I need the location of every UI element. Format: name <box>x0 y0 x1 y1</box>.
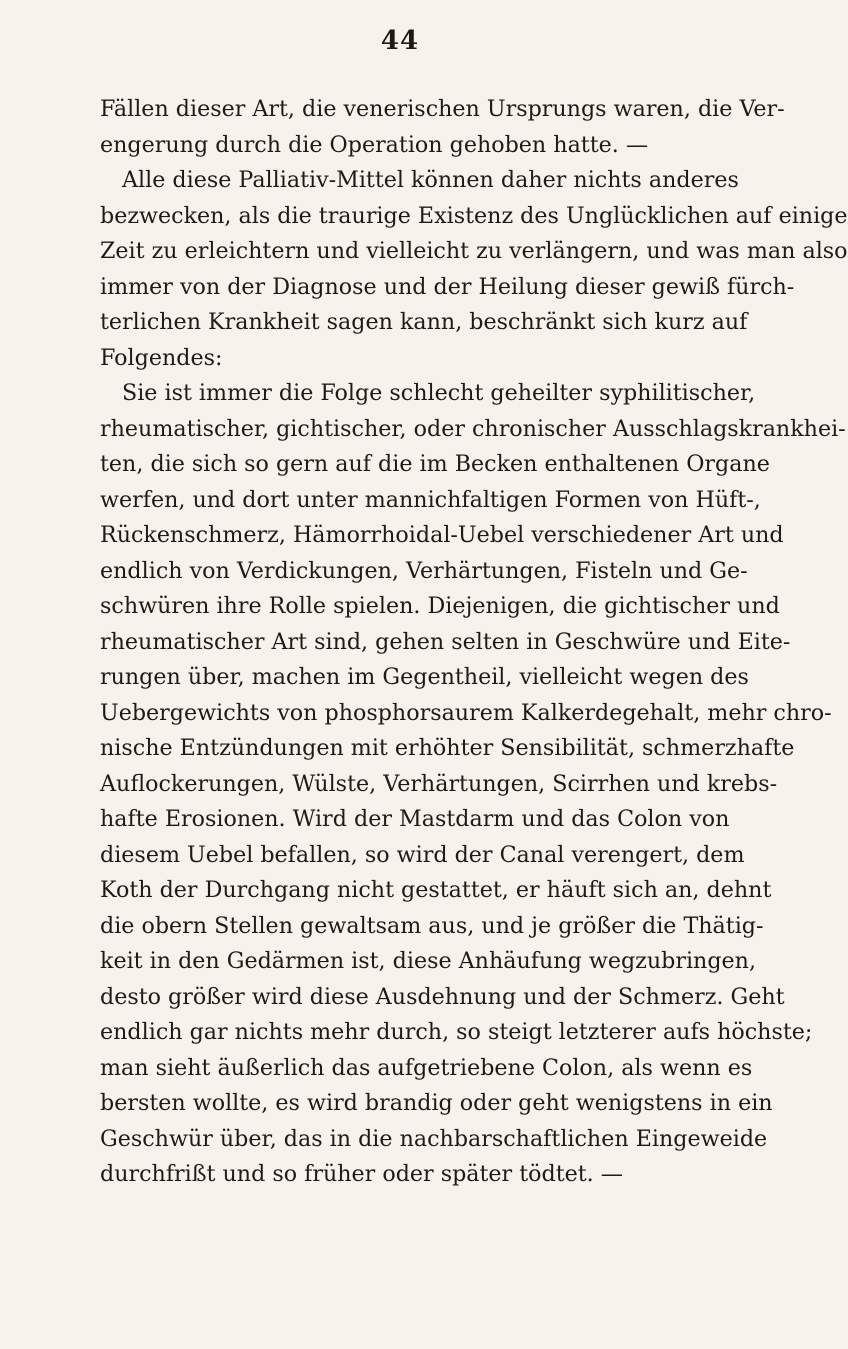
text-line: diesem Uebel befallen, so wird der Canal verengert, dem <box>100 841 745 868</box>
text-line: bezwecken, als die traurige Existenz des Unglücklichen auf einige <box>100 202 848 229</box>
text-line: Uebergewichts von phosphorsaurem Kalkerdegehalt, mehr chro- <box>100 699 832 726</box>
text-line: endlich gar nichts mehr durch, so steigt letzterer aufs höchste; <box>100 1019 813 1045</box>
text-line: rheumatischer, gichtischer, oder chronischer Ausschlagskrankhei- <box>100 415 846 442</box>
text-line: desto größer wird diese Ausdehnung und der Schmerz. Geht <box>100 983 785 1010</box>
text-line: man sieht äußerlich das aufgetriebene Colon, als wenn es <box>100 1054 753 1081</box>
text-line: Alle diese Palliativ-Mittel können daher nichts anderes <box>122 167 739 193</box>
body-text <box>100 92 848 1193</box>
text-line: immer von der Diagnose und der Heilung dieser gewiß fürch- <box>100 273 795 300</box>
text-line: Folgendes: <box>100 344 223 371</box>
text-line: Sie ist immer die Folge schlecht geheilter syphilitischer, <box>122 380 756 406</box>
text-line: engerung durch die Operation gehoben hatte. — <box>100 131 649 158</box>
text-line: keit in den Gedärmen ist, diese Anhäufung wegzubringen, <box>100 948 757 974</box>
text-line: endlich von Verdickungen, Verhärtungen, Fisteln und Ge- <box>100 557 748 584</box>
text-line: terlichen Krankheit sagen kann, beschränkt sich kurz auf <box>100 309 748 335</box>
text-line: durchfrißt und so früher oder später tödtet. — <box>100 1161 623 1187</box>
text-line: Zeit zu erleichtern und vielleicht zu verlängern, und was man also <box>100 238 848 264</box>
text-line: bersten wollte, es wird brandig oder geht wenigstens in ein <box>100 1090 773 1116</box>
page-number: 44 <box>380 26 420 56</box>
text-line: die obern Stellen gewaltsam aus, und je größer die Thätig- <box>100 912 764 939</box>
text-line: schwüren ihre Rolle spielen. Diejenigen, die gichtischer und <box>100 593 780 619</box>
text-line: Fällen dieser Art, die venerischen Ursprungs waren, die Ver- <box>100 96 785 122</box>
text-line: Koth der Durchgang nicht gestattet, er häuft sich an, dehnt <box>100 877 772 903</box>
text-line: nische Entzündungen mit erhöhter Sensibilität, schmerzhafte <box>100 735 795 761</box>
text-line: ten, die sich so gern auf die im Becken enthaltenen Organe <box>100 451 770 477</box>
text-line: Geschwür über, das in die nachbarschaftlichen Eingeweide <box>100 1125 768 1152</box>
text-line: rheumatischer Art sind, gehen selten in Geschwüre und Eite- <box>100 628 791 655</box>
text-line: rungen über, machen im Gegentheil, vielleicht wegen des <box>100 664 749 690</box>
text-line: Rückenschmerz, Hämorrhoidal-Uebel verschiedener Art und <box>100 522 784 548</box>
text-line: hafte Erosionen. Wird der Mastdarm und das Colon von <box>100 806 730 832</box>
text-line: werfen, und dort unter mannichfaltigen Formen von Hüft-, <box>100 486 761 513</box>
text-line: Auflockerungen, Wülste, Verhärtungen, Scirrhen und krebs- <box>100 770 778 797</box>
